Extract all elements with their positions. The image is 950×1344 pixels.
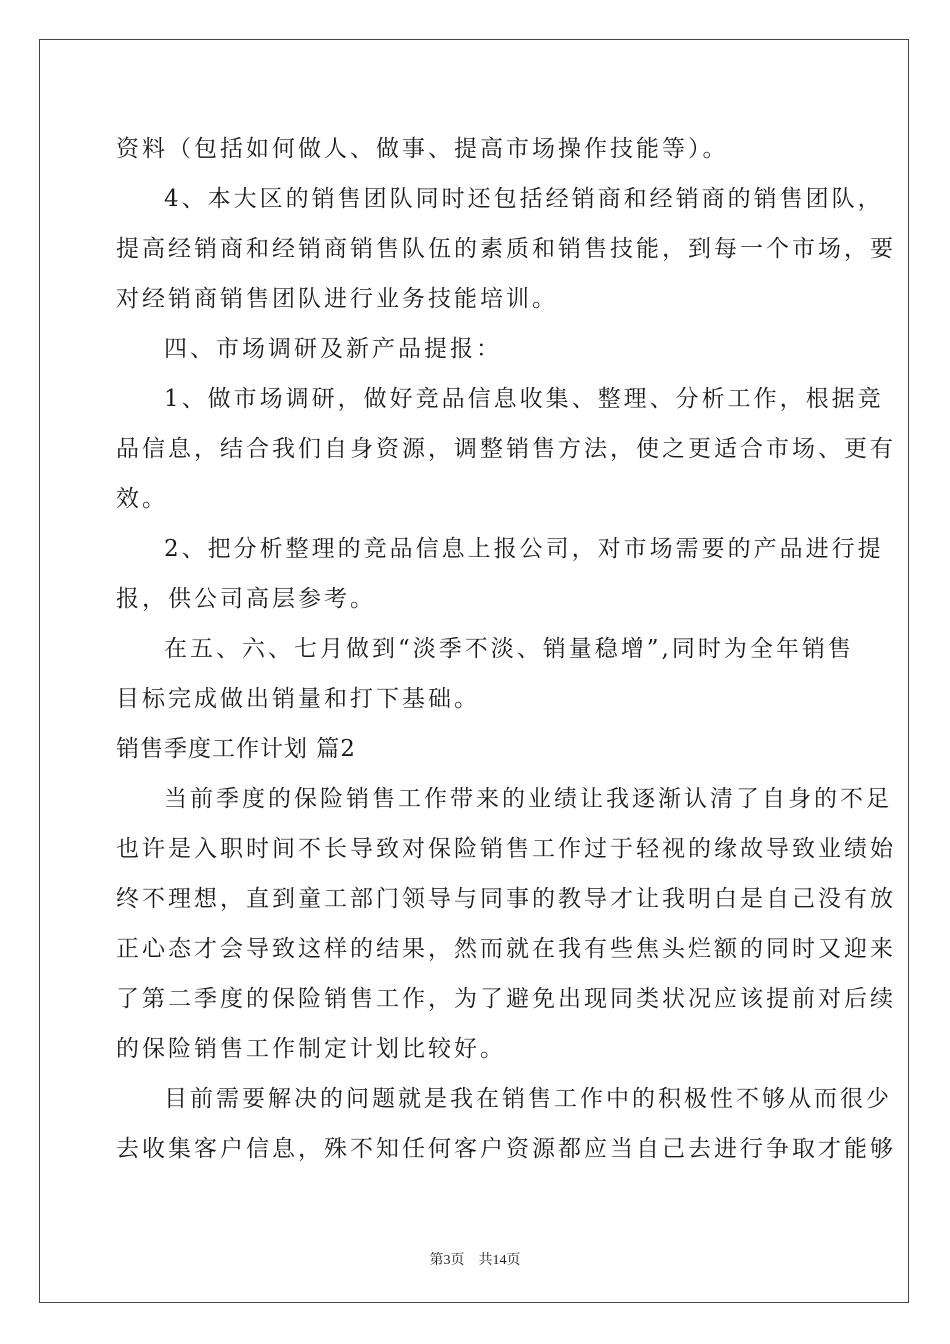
text-line: 对经销商销售团队进行业务技能培训。: [116, 286, 558, 312]
text-line: 4、本大区的销售团队同时还包括经销商和经销商的销售团队，: [164, 186, 884, 212]
text-line: 也许是入职时间不长导致对保险销售工作过于轻视的缘故导致业绩始: [116, 836, 896, 862]
text-line: 资料（包括如何做人、做事、提高市场操作技能等）。: [116, 136, 729, 162]
text-line: 1、做市场调研，做好竞品信息收集、整理、分析工作，根据竞: [164, 386, 884, 412]
text-line: 品信息，结合我们自身资源，调整销售方法，使之更适合市场、更有: [116, 436, 896, 462]
text-line: 终不理想，直到童工部门领导与同事的教导才让我明白是自己没有放: [116, 886, 896, 912]
document-body: [116, 124, 896, 1174]
section-heading: 销售季度工作计划 篇2: [116, 736, 356, 762]
text-line: 当前季度的保险销售工作带来的业绩让我逐渐认清了自身的不足: [164, 786, 892, 812]
text-line: 效。: [116, 486, 168, 512]
text-line: 去收集客户信息，殊不知任何客户资源都应当自己去进行争取才能够: [116, 1136, 896, 1162]
text-line: 在五、六、七月做到“淡季不淡、销量稳增”,同时为全年销售: [164, 636, 854, 662]
text-line: 的保险销售工作制定计划比较好。: [116, 1036, 506, 1062]
text-line: 正心态才会导致这样的结果，然而就在我有些焦头烂额的同时又迎来: [116, 936, 896, 962]
text-line: 报，供公司高层参考。: [116, 586, 376, 612]
page-footer: 第3页 共14页: [429, 1253, 521, 1268]
text-line: 目标完成做出销量和打下基础。: [116, 686, 480, 712]
text-line: 四、市场调研及新产品提报：: [164, 336, 502, 362]
text-line: 2、把分析整理的竞品信息上报公司，对市场需要的产品进行提: [164, 536, 884, 562]
text-line: 目前需要解决的问题就是我在销售工作中的积极性不够从而很少: [164, 1086, 892, 1112]
text-line: 提高经销商和经销商销售队伍的素质和销售技能，到每一个市场，要: [116, 236, 896, 262]
text-line: 了第二季度的保险销售工作，为了避免出现同类状况应该提前对后续: [116, 986, 896, 1012]
